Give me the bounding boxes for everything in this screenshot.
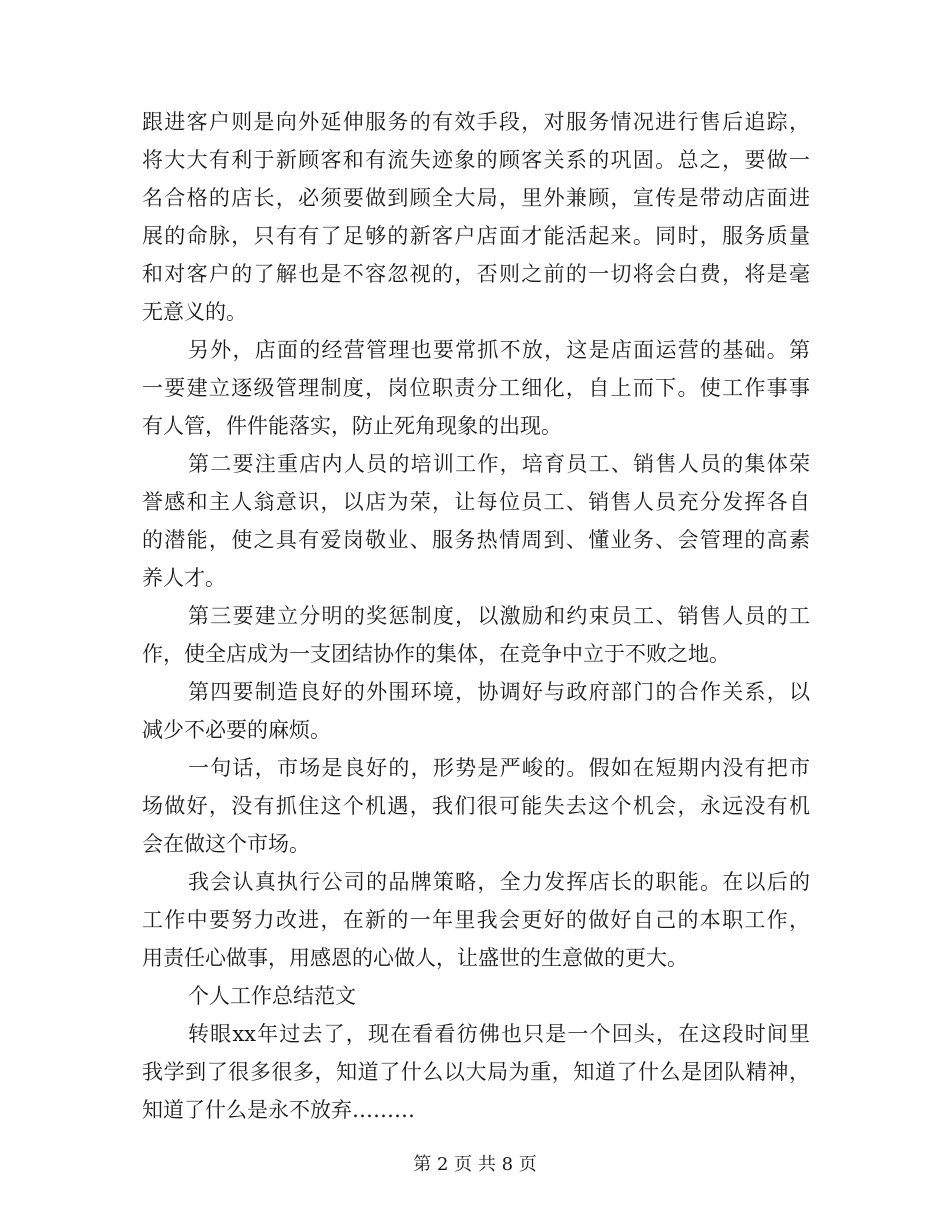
text-line: 展的命脉，只有有了足够的新客户店面才能活起来。同时，服务质量: [142, 224, 810, 248]
text-line: 作，使全店成为一支团结协作的集体，在竞争中立于不败之地。: [142, 642, 730, 666]
text-line: 一句话，市场是良好的，形势是严峻的。假如在短期内没有把市: [188, 756, 810, 780]
text-line: 知道了什么是永不放弃………: [142, 1098, 415, 1122]
text-line: 个人工作总结范文: [188, 984, 356, 1008]
text-line: 的潜能，使之具有爱岗敬业、服务热情周到、懂业务、会管理的高素: [142, 528, 810, 552]
text-line: 跟进客户则是向外延伸服务的有效手段，对服务情况进行售后追踪，: [142, 110, 810, 134]
page-footer: 第 2 页 共 8 页: [413, 1154, 537, 1175]
text-line: 一要建立逐级管理制度，岗位职责分工细化，自上而下。使工作事事: [142, 376, 810, 400]
text-line: 养人才。: [142, 566, 226, 590]
text-line: 将大大有利于新顾客和有流失迹象的顾客关系的巩固。总之，要做一: [142, 148, 810, 172]
text-line: 我学到了很多很多，知道了什么以大局为重，知道了什么是团队精神，: [142, 1060, 810, 1084]
text-line: 用责任心做事，用感恩的心做人，让盛世的生意做的更大。: [142, 946, 688, 970]
text-line: 第四要制造良好的外围环境，协调好与政府部门的合作关系，以: [188, 680, 810, 704]
text-line: 场做好，没有抓住这个机遇，我们很可能失去这个机会，永远没有机: [142, 794, 810, 818]
text-line: 第二要注重店内人员的培训工作，培育员工、销售人员的集体荣: [188, 452, 810, 476]
text-line: 工作中要努力改进，在新的一年里我会更好的做好自己的本职工作，: [142, 908, 810, 932]
text-line: 另外，店面的经营管理也要常抓不放，这是店面运营的基础。第: [188, 338, 810, 362]
text-line: 无意义的。: [142, 300, 247, 324]
text-line: 第三要建立分明的奖惩制度，以激励和约束员工、销售人员的工: [188, 604, 810, 628]
text-line: 有人管，件件能落实，防止死角现象的出现。: [142, 414, 562, 438]
text-line: 转眼xx年过去了，现在看看彷佛也只是一个回头，在这段时间里: [188, 1022, 810, 1046]
text-line: 和对客户的了解也是不容忽视的，否则之前的一切将会白费，将是毫: [142, 262, 810, 286]
text-line: 减少不必要的麻烦。: [142, 718, 331, 742]
text-line: 名合格的店长，必须要做到顾全大局，里外兼顾，宣传是带动店面进: [142, 186, 810, 210]
text-line: 誉感和主人翁意识，以店为荣，让每位员工、销售人员充分发挥各自: [142, 490, 810, 514]
document-body: [142, 103, 810, 1129]
text-line: 会在做这个市场。: [142, 832, 310, 856]
text-line: 我会认真执行公司的品牌策略，全力发挥店长的职能。在以后的: [188, 870, 810, 894]
